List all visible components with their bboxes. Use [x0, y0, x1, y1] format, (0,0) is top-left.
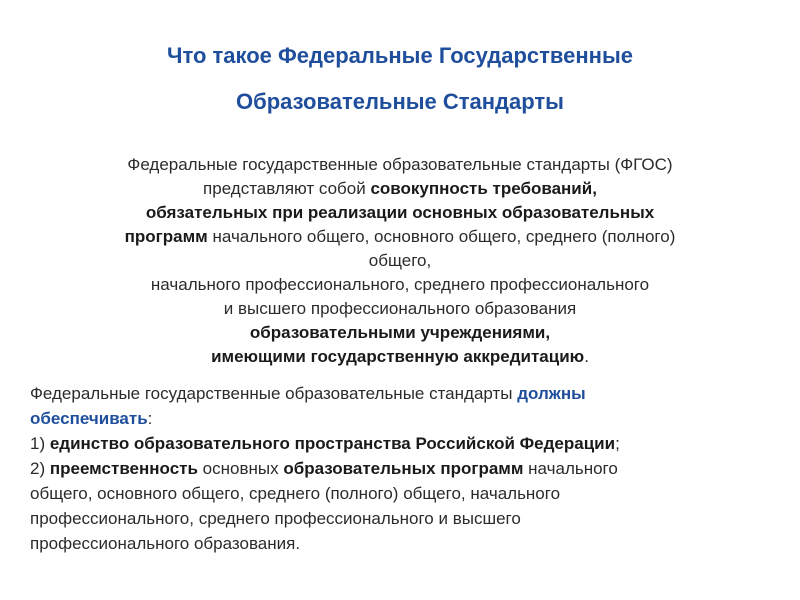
requirement-item-2 [30, 456, 790, 481]
definition-line: общего, [368, 251, 432, 270]
requirement-emphasis: преемственность [49, 459, 198, 478]
requirements-line: профессионального, среднего профессионального и высшего [30, 509, 521, 528]
requirements-accent: обеспечивать [30, 409, 148, 428]
requirements-line: общего, основного общего, среднего (полного) общего, начального [30, 484, 561, 503]
definition-text: начального общего, основного общего, среднего (полного) [207, 227, 676, 246]
requirements-accent: должны [517, 384, 586, 403]
definition-line: и высшего профессионального образования [223, 299, 577, 318]
requirement-item-1 [30, 431, 790, 456]
definition-emphasis: программ [124, 227, 208, 246]
slide-title-line-2: Образовательные Стандарты [236, 89, 564, 114]
definition-paragraph [20, 153, 780, 369]
definition-line [20, 177, 780, 201]
slide-title-line-1: Что такое Федеральные Государственные [167, 43, 633, 68]
requirement-emphasis: образовательных программ [283, 459, 524, 478]
requirement-number: 2) [30, 459, 50, 478]
definition-text: . [584, 347, 589, 366]
definition-emphasis: обязательных при реализации основных образовательных [145, 203, 655, 222]
definition-emphasis: совокупность требований, [370, 179, 597, 198]
definition-line: начального профессионального, среднего профессионального [150, 275, 650, 294]
requirements-line: профессионального образования. [30, 534, 301, 553]
requirements-text: Федеральные государственные образовательные стандарты [30, 384, 518, 403]
definition-line [20, 321, 780, 345]
definition-line [20, 345, 780, 369]
requirements-text: : [147, 409, 153, 428]
definition-text: представляют собой [203, 179, 371, 198]
definition-emphasis: имеющими государственную аккредитацию [211, 347, 585, 366]
requirements-text: основных [197, 459, 284, 478]
requirement-emphasis: единство образовательного пространства Российской Федерации [49, 434, 616, 453]
definition-line: Федеральные государственные образовательные стандарты (ФГОС) [127, 155, 673, 174]
requirements-line [30, 406, 790, 431]
definition-line [20, 201, 780, 225]
requirement-number: 1) [30, 434, 50, 453]
definition-line [20, 225, 780, 249]
requirements-line [30, 381, 790, 406]
requirements-text: начального [523, 459, 618, 478]
requirements-paragraph [30, 381, 790, 556]
requirements-text: ; [615, 434, 620, 453]
definition-emphasis: образовательными учреждениями, [249, 323, 551, 342]
